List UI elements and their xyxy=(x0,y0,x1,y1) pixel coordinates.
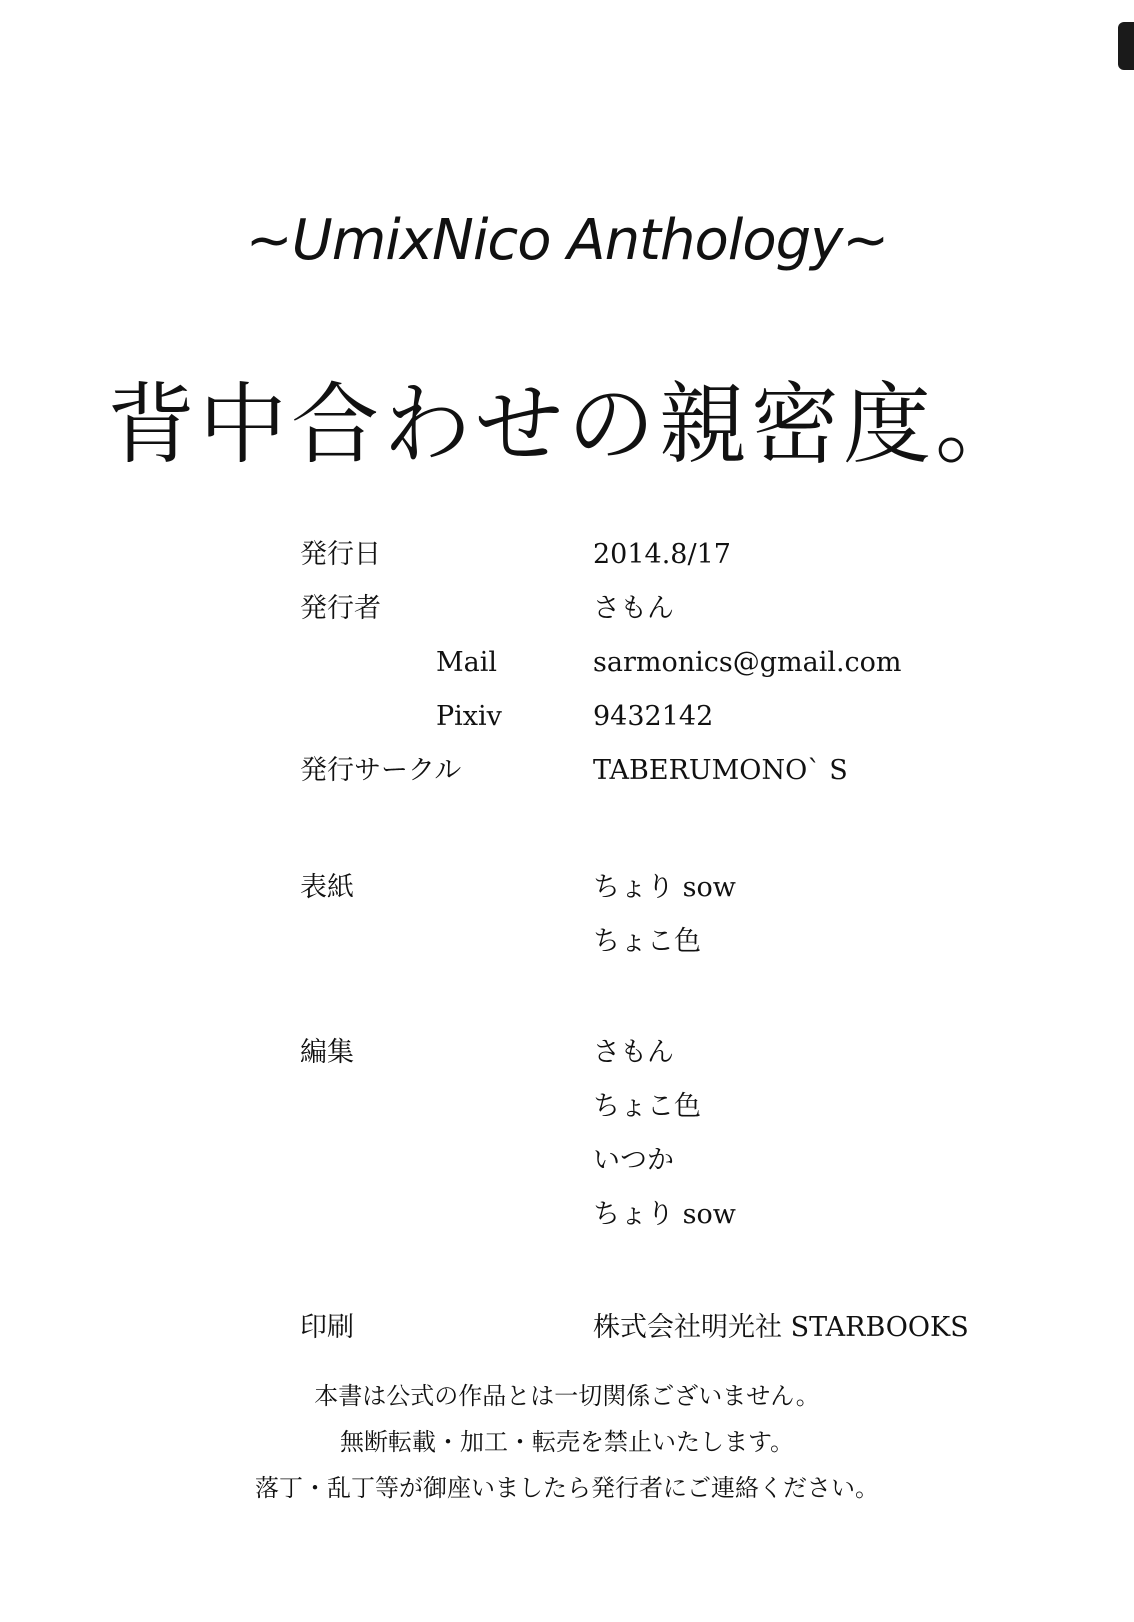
notice-line: 本書は公式の作品とは一切関係ございません。 xyxy=(314,1382,820,1410)
circle-value: TABERUMONO` S xyxy=(593,755,848,786)
book-title: 背中合わせの親密度。 xyxy=(106,373,1027,476)
cover-artist: ちょこ色 xyxy=(593,926,701,957)
circle-label: 発行サークル xyxy=(300,755,462,786)
mail-label: Mail xyxy=(436,647,498,678)
mail-value: sarmonics@gmail.com xyxy=(593,647,902,678)
editors-label: 編集 xyxy=(300,1037,354,1068)
printing-value: 株式会社明光社 STARBOOKS xyxy=(593,1312,969,1343)
editor-name: ちょこ色 xyxy=(593,1091,701,1122)
page-edge-tab xyxy=(1118,22,1134,70)
pixiv-label: Pixiv xyxy=(436,701,502,732)
publish-date-value: 2014.8/17 xyxy=(593,539,731,570)
notice-line: 無断転載・加工・転売を禁止いたします。 xyxy=(339,1428,795,1456)
publisher-value: さもん xyxy=(593,593,674,624)
printing-label: 印刷 xyxy=(300,1312,354,1343)
publisher-label: 発行者 xyxy=(300,593,381,624)
pixiv-value: 9432142 xyxy=(593,701,714,732)
notice-line: 落丁・乱丁等が御座いましたら発行者にご連絡ください。 xyxy=(255,1474,879,1502)
editor-name: いつか xyxy=(593,1145,674,1176)
series-title: ~UmixNico Anthology~ xyxy=(245,208,889,273)
publish-date-label: 発行日 xyxy=(300,539,381,570)
cover-label: 表紙 xyxy=(300,872,354,903)
editor-name: ちょり sow xyxy=(593,1199,736,1230)
cover-artist: ちょり sow xyxy=(593,872,736,903)
editor-name: さもん xyxy=(593,1037,674,1068)
